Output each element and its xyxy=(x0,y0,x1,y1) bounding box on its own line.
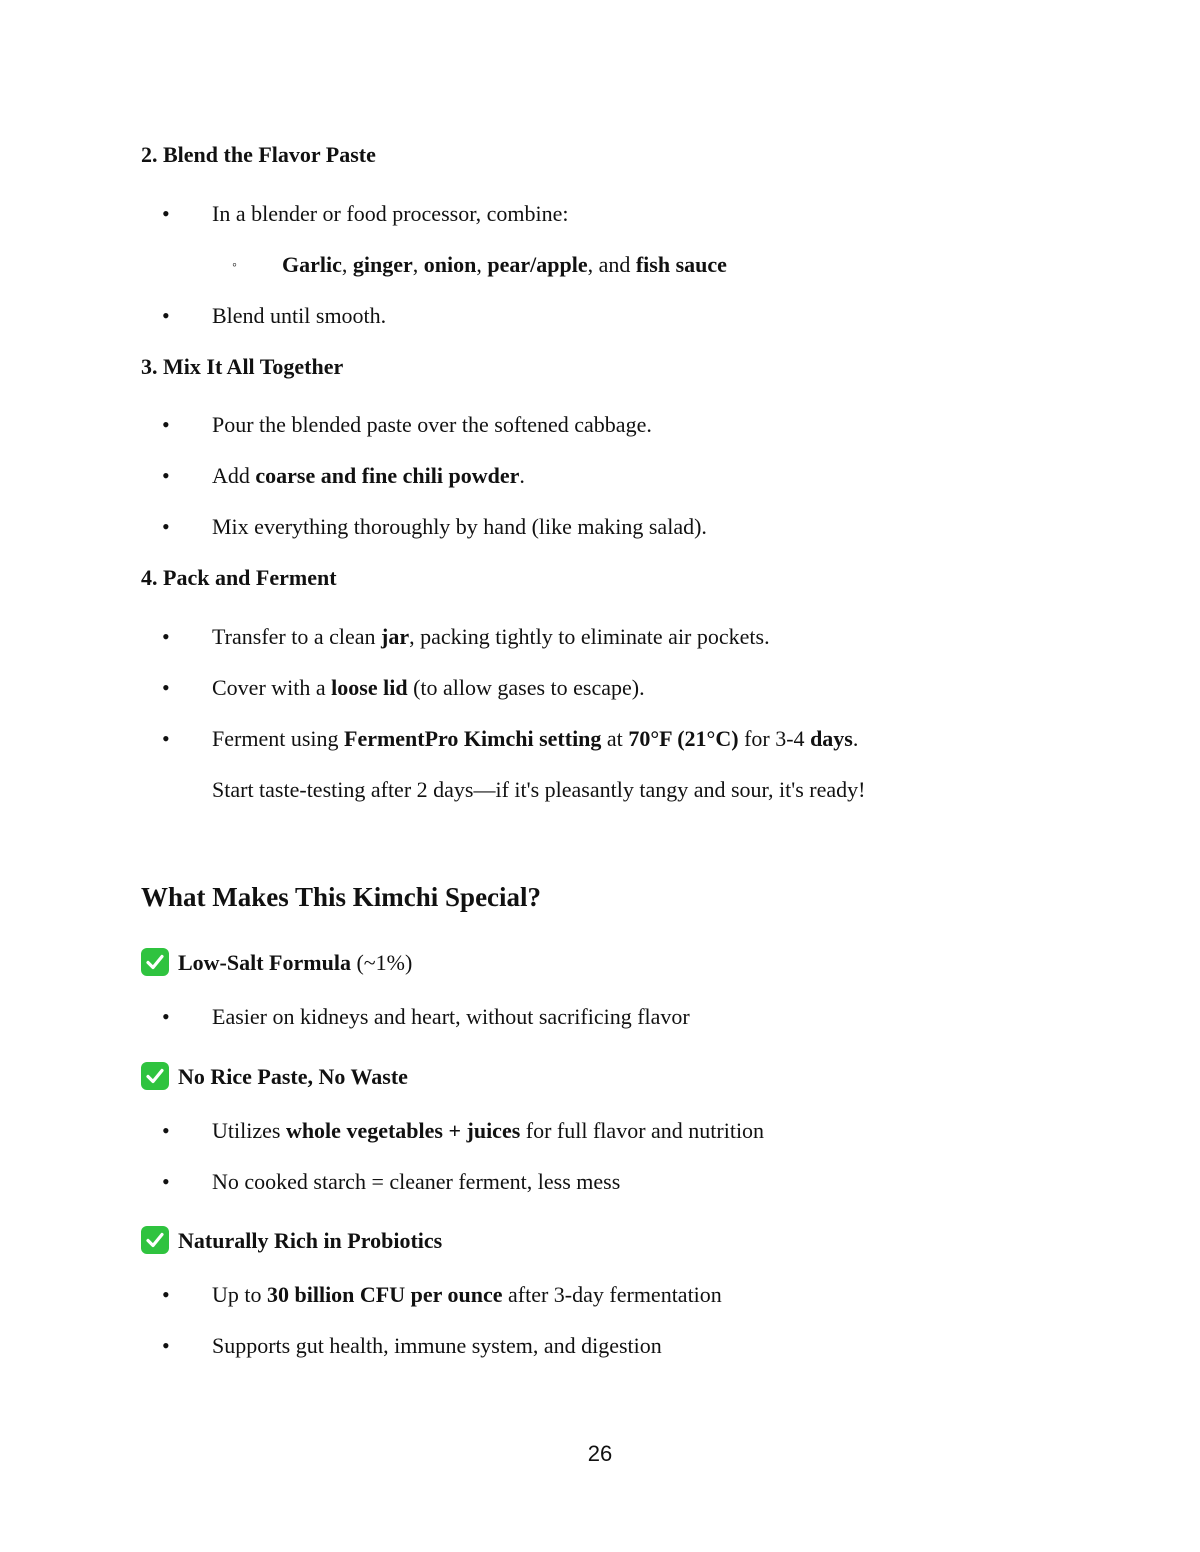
list-item: Supports gut health, immune system, and digestion xyxy=(212,1333,662,1358)
list-item: Cover with a loose lid (to allow gases to escape). xyxy=(212,675,645,700)
list-item: Garlic, ginger, onion, pear/apple, and fish sauce xyxy=(282,252,727,277)
bullet: • xyxy=(162,624,170,649)
list-item: Add coarse and fine chili powder. xyxy=(212,463,525,488)
list-item: Pour the blended paste over the softened cabbage. xyxy=(212,412,652,437)
list-item: Transfer to a clean jar, packing tightly to eliminate air pockets. xyxy=(212,624,770,649)
special-title: What Makes This Kimchi Special? xyxy=(141,882,542,912)
list-item: Ferment using FermentPro Kimchi setting at 70°F (21°C) for 3-4 days. xyxy=(212,726,859,751)
bullet: • xyxy=(162,1118,170,1143)
bullet: • xyxy=(162,412,170,437)
bullet: • xyxy=(162,201,170,226)
white-check-mark-icon xyxy=(141,1226,169,1254)
bullet: • xyxy=(162,514,170,539)
note-text: Start taste-testing after 2 days—if it's pleasantly tangy and sour, it's ready! xyxy=(212,777,866,802)
section-heading-blend: 2. Blend the Flavor Paste xyxy=(141,142,376,167)
list-item: Blend until smooth. xyxy=(212,303,387,328)
list-item: Up to 30 billion CFU per ounce after 3-day fermentation xyxy=(212,1282,722,1307)
list-item: In a blender or food processor, combine: xyxy=(212,201,569,226)
list-item: No cooked starch = cleaner ferment, less mess xyxy=(212,1169,621,1194)
sub-bullet: ◦ xyxy=(232,258,237,273)
feature-heading-no-rice: No Rice Paste, No Waste xyxy=(141,1062,408,1090)
bullet: • xyxy=(162,1169,170,1194)
bullet: • xyxy=(162,303,170,328)
list-item: Mix everything thoroughly by hand (like making salad). xyxy=(212,514,707,539)
bullet: • xyxy=(162,726,170,751)
list-item: Utilizes whole vegetables + juices for full flavor and nutrition xyxy=(212,1118,765,1143)
bullet: • xyxy=(162,1333,170,1358)
white-check-mark-icon xyxy=(141,1062,169,1090)
list-item: Easier on kidneys and heart, without sacrificing flavor xyxy=(212,1004,690,1029)
white-check-mark-icon xyxy=(141,948,169,976)
bullet: • xyxy=(162,1004,170,1029)
bullet: • xyxy=(162,1282,170,1307)
feature-heading-probiotics: Naturally Rich in Probiotics xyxy=(141,1226,442,1254)
bullet: • xyxy=(162,463,170,488)
section-heading-pack: 4. Pack and Ferment xyxy=(141,565,337,590)
page-number: 26 xyxy=(587,1441,613,1466)
feature-heading-low-salt: Low-Salt Formula (~1%) xyxy=(141,948,412,976)
section-heading-mix: 3. Mix It All Together xyxy=(141,354,344,379)
bullet: • xyxy=(162,675,170,700)
